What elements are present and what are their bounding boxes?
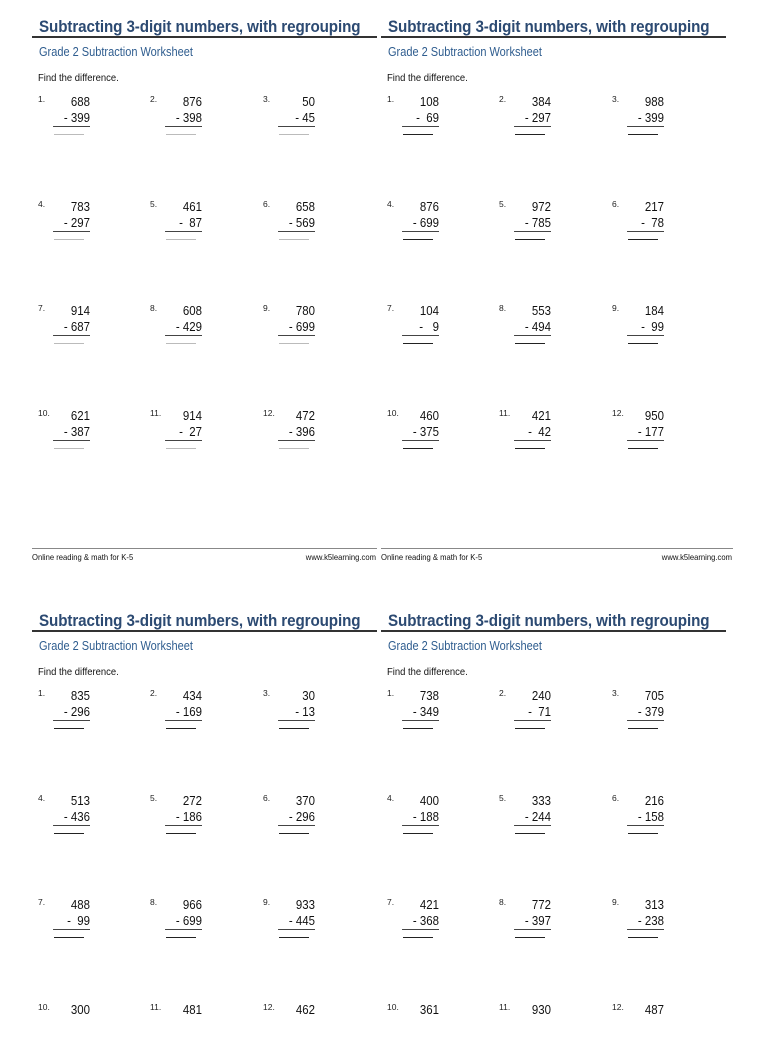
minuend: 772 <box>531 897 551 912</box>
subtrahend: - 396 <box>278 424 315 441</box>
answer-line <box>628 833 658 834</box>
answer-line <box>515 937 545 938</box>
minuend: 705 <box>644 688 664 703</box>
answer-line <box>628 343 658 344</box>
problem-number: 6. <box>263 199 271 209</box>
subtrahend: - 42 <box>514 424 551 441</box>
minuend: 361 <box>419 1002 439 1017</box>
problem-number: 3. <box>263 94 271 104</box>
problem-item <box>150 408 230 458</box>
subtrahend: - 27 <box>165 424 202 441</box>
subtrahend: - 99 <box>627 319 664 336</box>
worksheet-instruction: Find the difference. <box>38 72 119 84</box>
problem-item <box>612 1002 692 1052</box>
minuend: 217 <box>644 199 664 214</box>
minuend: 370 <box>295 793 315 808</box>
problem-item <box>150 688 230 738</box>
worksheet-bottom-left <box>32 608 384 1024</box>
answer-line <box>515 343 545 344</box>
subtrahend: - 399 <box>53 110 90 127</box>
minuend: 333 <box>531 793 551 808</box>
problem-number: 2. <box>150 94 158 104</box>
problem-number: 4. <box>38 793 46 803</box>
problem-number: 12. <box>263 408 275 418</box>
answer-line <box>515 833 545 834</box>
subtrahend: - 297 <box>514 110 551 127</box>
answer-line <box>628 728 658 729</box>
minuend: 313 <box>644 897 664 912</box>
answer-line <box>628 134 658 135</box>
minuend: 421 <box>419 897 439 912</box>
problem-item <box>38 897 118 947</box>
subtrahend: - 244 <box>514 809 551 826</box>
problem-item <box>263 303 343 353</box>
minuend: 272 <box>182 793 202 808</box>
answer-line <box>54 239 84 240</box>
title-divider <box>32 630 377 632</box>
answer-line <box>279 937 309 938</box>
problem-item <box>387 199 467 249</box>
title-divider <box>381 36 726 38</box>
problem-number: 8. <box>150 897 158 907</box>
minuend: 738 <box>419 688 439 703</box>
subtrahend: - 368 <box>402 913 439 930</box>
minuend: 472 <box>295 408 315 423</box>
problem-number: 3. <box>612 94 620 104</box>
problem-item <box>150 793 230 843</box>
problem-item <box>263 94 343 144</box>
worksheet-title: Subtracting 3-digit numbers, with regrouping <box>388 612 710 630</box>
title-divider <box>32 36 377 38</box>
subtrahend: - 399 <box>627 110 664 127</box>
problem-number: 10. <box>387 408 399 418</box>
problem-number: 2. <box>499 688 507 698</box>
subtrahend: - 45 <box>278 110 315 127</box>
problem-number: 12. <box>612 1002 624 1012</box>
problem-item <box>612 688 692 738</box>
problem-number: 4. <box>387 793 395 803</box>
problem-item <box>263 408 343 458</box>
subtrahend: - 699 <box>402 215 439 232</box>
problem-item <box>499 303 579 353</box>
problem-number: 8. <box>499 897 507 907</box>
problem-number: 1. <box>38 94 46 104</box>
problem-item <box>263 897 343 947</box>
footer-divider-right <box>381 548 733 549</box>
problem-number: 4. <box>38 199 46 209</box>
problem-item <box>387 793 467 843</box>
minuend: 930 <box>531 1002 551 1017</box>
problem-item <box>38 688 118 738</box>
problem-item <box>38 199 118 249</box>
problem-item <box>150 199 230 249</box>
answer-line <box>403 448 433 449</box>
answer-line <box>628 448 658 449</box>
problem-number: 11. <box>499 408 511 418</box>
problem-number: 5. <box>150 793 158 803</box>
subtrahend: - 687 <box>53 319 90 336</box>
problem-number: 12. <box>612 408 624 418</box>
subtrahend: - 375 <box>402 424 439 441</box>
problem-item <box>612 793 692 843</box>
problem-item <box>612 94 692 144</box>
subtrahend: - 13 <box>278 704 315 721</box>
minuend: 933 <box>295 897 315 912</box>
minuend: 240 <box>531 688 551 703</box>
problem-number: 5. <box>150 199 158 209</box>
problem-item <box>499 897 579 947</box>
answer-line <box>515 448 545 449</box>
minuend: 461 <box>182 199 202 214</box>
footer-website: www.k5learning.com <box>305 552 376 562</box>
problem-item <box>387 897 467 947</box>
subtrahend: - 177 <box>627 424 664 441</box>
worksheet-instruction: Find the difference. <box>387 666 468 678</box>
footer-tagline: Online reading & math for K-5 <box>381 552 483 562</box>
minuend: 216 <box>644 793 664 808</box>
subtrahend: - 379 <box>627 704 664 721</box>
subtrahend: - 186 <box>165 809 202 826</box>
problem-number: 7. <box>38 303 46 313</box>
minuend: 876 <box>419 199 439 214</box>
worksheet-top-right <box>381 14 733 534</box>
answer-line <box>515 728 545 729</box>
answer-line <box>166 937 196 938</box>
title-divider <box>381 630 726 632</box>
minuend: 608 <box>182 303 202 318</box>
problem-number: 1. <box>38 688 46 698</box>
problem-item <box>38 1002 118 1052</box>
problem-item <box>499 408 579 458</box>
problem-number: 11. <box>150 1002 162 1012</box>
problem-number: 7. <box>387 303 395 313</box>
worksheet-subtitle: Grade 2 Subtraction Worksheet <box>388 639 542 653</box>
answer-line <box>54 937 84 938</box>
answer-line <box>54 343 84 344</box>
problem-item <box>150 1002 230 1052</box>
subtrahend: - 699 <box>165 913 202 930</box>
problem-number: 11. <box>499 1002 511 1012</box>
problem-number: 5. <box>499 199 507 209</box>
subtrahend: - 445 <box>278 913 315 930</box>
problem-item <box>387 94 467 144</box>
problem-item <box>499 199 579 249</box>
subtrahend: - 297 <box>53 215 90 232</box>
minuend: 972 <box>531 199 551 214</box>
problem-number: 8. <box>499 303 507 313</box>
minuend: 658 <box>295 199 315 214</box>
answer-line <box>403 343 433 344</box>
problem-number: 6. <box>612 199 620 209</box>
problem-item <box>499 688 579 738</box>
problem-item <box>263 199 343 249</box>
answer-line <box>279 239 309 240</box>
footer-website: www.k5learning.com <box>661 552 732 562</box>
minuend: 553 <box>531 303 551 318</box>
subtrahend: - 387 <box>53 424 90 441</box>
problem-item <box>263 793 343 843</box>
problem-number: 5. <box>499 793 507 803</box>
subtrahend: - 785 <box>514 215 551 232</box>
answer-line <box>515 134 545 135</box>
worksheet-subtitle: Grade 2 Subtraction Worksheet <box>39 639 193 653</box>
problem-number: 8. <box>150 303 158 313</box>
subtrahend: - 569 <box>278 215 315 232</box>
answer-line <box>628 937 658 938</box>
problem-number: 3. <box>612 688 620 698</box>
worksheet-subtitle: Grade 2 Subtraction Worksheet <box>39 45 193 59</box>
subtrahend: - 494 <box>514 319 551 336</box>
subtrahend: - 238 <box>627 913 664 930</box>
subtrahend: - 158 <box>627 809 664 826</box>
subtrahend: - 99 <box>53 913 90 930</box>
answer-line <box>54 833 84 834</box>
answer-line <box>279 728 309 729</box>
answer-line <box>279 833 309 834</box>
subtrahend: - 429 <box>165 319 202 336</box>
problem-number: 6. <box>263 793 271 803</box>
problem-item <box>612 897 692 947</box>
problem-item <box>499 793 579 843</box>
problem-number: 9. <box>612 897 620 907</box>
problem-number: 4. <box>387 199 395 209</box>
answer-line <box>403 239 433 240</box>
footer-tagline: Online reading & math for K-5 <box>32 552 134 562</box>
problem-item <box>499 1002 579 1052</box>
minuend: 462 <box>295 1002 315 1017</box>
answer-line <box>166 728 196 729</box>
problem-item <box>612 408 692 458</box>
problem-item <box>612 199 692 249</box>
answer-line <box>403 728 433 729</box>
minuend: 876 <box>182 94 202 109</box>
minuend: 513 <box>70 793 90 808</box>
subtrahend: - 397 <box>514 913 551 930</box>
minuend: 104 <box>419 303 439 318</box>
problem-item <box>38 303 118 353</box>
answer-line <box>403 937 433 938</box>
answer-line <box>515 239 545 240</box>
minuend: 835 <box>70 688 90 703</box>
minuend: 50 <box>302 94 315 109</box>
answer-line <box>628 239 658 240</box>
problem-item <box>38 408 118 458</box>
problem-number: 10. <box>38 1002 50 1012</box>
worksheet-title: Subtracting 3-digit numbers, with regrouping <box>388 18 710 36</box>
answer-line <box>403 833 433 834</box>
footer-divider-left <box>32 548 377 549</box>
subtrahend: - 436 <box>53 809 90 826</box>
problem-number: 3. <box>263 688 271 698</box>
minuend: 30 <box>302 688 315 703</box>
answer-line <box>166 134 196 135</box>
problem-item <box>499 94 579 144</box>
problem-number: 7. <box>387 897 395 907</box>
subtrahend: - 349 <box>402 704 439 721</box>
subtrahend: - 87 <box>165 215 202 232</box>
problem-number: 1. <box>387 94 395 104</box>
subtrahend: - 69 <box>402 110 439 127</box>
problem-item <box>263 688 343 738</box>
problem-item <box>387 303 467 353</box>
subtrahend: - 71 <box>514 704 551 721</box>
minuend: 688 <box>70 94 90 109</box>
answer-line <box>54 134 84 135</box>
answer-line <box>54 728 84 729</box>
worksheet-title: Subtracting 3-digit numbers, with regrouping <box>39 18 361 36</box>
problem-number: 1. <box>387 688 395 698</box>
problem-item <box>150 303 230 353</box>
worksheet-top-left <box>32 14 384 534</box>
problem-item <box>150 94 230 144</box>
problem-item <box>387 1002 467 1052</box>
subtrahend: - 296 <box>53 704 90 721</box>
minuend: 384 <box>531 94 551 109</box>
problem-number: 11. <box>150 408 162 418</box>
worksheet-title: Subtracting 3-digit numbers, with regrouping <box>39 612 361 630</box>
problem-number: 12. <box>263 1002 275 1012</box>
worksheet-bottom-right <box>381 608 733 1024</box>
minuend: 400 <box>419 793 439 808</box>
minuend: 434 <box>182 688 202 703</box>
problem-item <box>38 94 118 144</box>
problem-number: 10. <box>38 408 50 418</box>
problem-number: 9. <box>263 303 271 313</box>
minuend: 988 <box>644 94 664 109</box>
problem-item <box>387 408 467 458</box>
minuend: 621 <box>70 408 90 423</box>
answer-line <box>166 239 196 240</box>
answer-line <box>279 343 309 344</box>
worksheet-instruction: Find the difference. <box>387 72 468 84</box>
problem-number: 9. <box>612 303 620 313</box>
problem-number: 2. <box>499 94 507 104</box>
problem-number: 7. <box>38 897 46 907</box>
subtrahend: - 398 <box>165 110 202 127</box>
problem-item <box>150 897 230 947</box>
minuend: 108 <box>419 94 439 109</box>
subtrahend: - 169 <box>165 704 202 721</box>
problem-number: 9. <box>263 897 271 907</box>
subtrahend: - 188 <box>402 809 439 826</box>
minuend: 184 <box>644 303 664 318</box>
minuend: 421 <box>531 408 551 423</box>
problem-number: 6. <box>612 793 620 803</box>
problem-item <box>387 688 467 738</box>
minuend: 914 <box>182 408 202 423</box>
minuend: 488 <box>70 897 90 912</box>
problem-number: 2. <box>150 688 158 698</box>
problem-number: 10. <box>387 1002 399 1012</box>
answer-line <box>166 448 196 449</box>
minuend: 783 <box>70 199 90 214</box>
answer-line <box>54 448 84 449</box>
worksheet-subtitle: Grade 2 Subtraction Worksheet <box>388 45 542 59</box>
subtrahend: - 78 <box>627 215 664 232</box>
minuend: 780 <box>295 303 315 318</box>
answer-line <box>166 343 196 344</box>
subtrahend: - 9 <box>402 319 439 336</box>
minuend: 914 <box>70 303 90 318</box>
subtrahend: - 699 <box>278 319 315 336</box>
problem-item <box>612 303 692 353</box>
minuend: 950 <box>644 408 664 423</box>
minuend: 460 <box>419 408 439 423</box>
problem-item <box>38 793 118 843</box>
subtrahend: - 296 <box>278 809 315 826</box>
minuend: 481 <box>182 1002 202 1017</box>
minuend: 966 <box>182 897 202 912</box>
answer-line <box>279 448 309 449</box>
answer-line <box>403 134 433 135</box>
minuend: 487 <box>644 1002 664 1017</box>
worksheet-instruction: Find the difference. <box>38 666 119 678</box>
answer-line <box>166 833 196 834</box>
minuend: 300 <box>70 1002 90 1017</box>
answer-line <box>279 134 309 135</box>
problem-item <box>263 1002 343 1052</box>
